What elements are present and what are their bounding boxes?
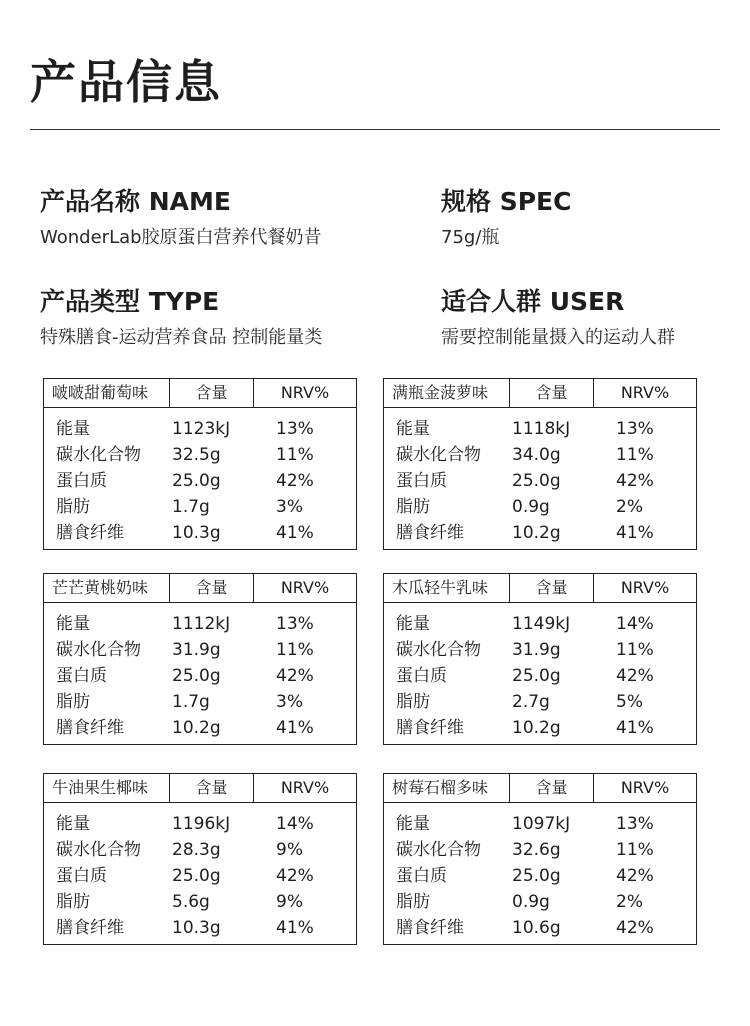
nutrient-name: 碳水化合物 [396,840,481,860]
table-row [44,837,356,863]
table-row [384,889,696,915]
nutrition-table-header [384,574,696,603]
nutrient-name: 脂肪 [396,892,430,912]
nutrient-nrv: 42% [616,666,654,686]
table-row [384,837,696,863]
nutrient-amount: 31.9g [512,640,561,660]
table-row [44,520,356,546]
nutrition-table [383,573,697,745]
amount-column-header: 含量 [170,774,254,802]
table-row [44,863,356,889]
nutrient-name: 碳水化合物 [56,640,141,660]
nrv-column-header: NRV% [280,383,330,402]
nutrient-amount: 32.6g [512,840,561,860]
nutrient-nrv: 3% [276,692,303,712]
flavor-name: 木瓜轻牛乳味 [384,574,510,602]
table-row [384,915,696,941]
product-type-block [40,286,322,352]
nutrient-amount: 10.3g [172,523,221,543]
nutrient-name: 能量 [396,614,430,634]
nutrient-name: 膳食纤维 [56,718,124,738]
table-row [44,663,356,689]
nutrient-name: 膳食纤维 [396,918,464,938]
nutrient-nrv: 2% [616,497,643,517]
table-row [384,468,696,494]
nutrient-name: 能量 [56,419,90,439]
table-row [44,494,356,520]
nutrition-table [43,573,357,745]
nutrient-amount: 1123kJ [172,419,231,439]
nutrient-nrv: 14% [616,614,654,634]
flavor-name: 满瓶金菠萝味 [384,379,510,407]
nutrient-nrv: 42% [276,866,314,886]
nutrient-nrv: 11% [276,640,314,660]
table-row [384,611,696,637]
table-row [384,715,696,741]
amount-column-header: 含量 [510,379,594,407]
nutrient-name: 膳食纤维 [396,523,464,543]
table-row [44,611,356,637]
table-row [384,689,696,715]
nutrition-table [383,773,697,945]
nutrient-name: 碳水化合物 [56,445,141,465]
nutrition-table-header [384,379,696,408]
table-row [384,416,696,442]
nutrient-nrv: 11% [616,840,654,860]
nutrient-amount: 1118kJ [512,419,571,439]
nutrient-nrv: 9% [276,892,303,912]
nutrient-name: 脂肪 [396,692,430,712]
nutrient-nrv: 13% [616,419,654,439]
nutrient-amount: 25.0g [512,471,561,491]
table-row [384,442,696,468]
nutrient-name: 碳水化合物 [396,640,481,660]
table-row [44,468,356,494]
nutrition-table-body [44,408,356,546]
nutrient-nrv: 13% [616,814,654,834]
nutrient-name: 蛋白质 [396,866,447,886]
product-type-label: 产品类型 TYPE [40,287,220,316]
spec-label: 规格 SPEC [441,187,572,216]
nutrient-nrv: 42% [276,471,314,491]
nutrition-table-header [384,774,696,803]
amount-column-header: 含量 [510,574,594,602]
nrv-column-header: NRV% [620,778,670,797]
title-divider [30,129,720,130]
nutrient-amount: 25.0g [172,471,221,491]
nutrient-name: 能量 [396,814,430,834]
nutrient-name: 蛋白质 [396,666,447,686]
spec-block [441,186,571,252]
nutrient-nrv: 41% [276,523,314,543]
nutrient-amount: 1.7g [172,497,210,517]
table-row [384,863,696,889]
nutrition-table-body [384,408,696,546]
nrv-column-header: NRV% [620,578,670,597]
nutrient-name: 能量 [396,419,430,439]
nutrient-name: 蛋白质 [56,666,107,686]
nutrient-amount: 25.0g [512,866,561,886]
nutrient-nrv: 42% [276,666,314,686]
nutrient-nrv: 14% [276,814,314,834]
page-title: 产品信息 [30,55,222,109]
table-row [44,689,356,715]
nutrient-amount: 25.0g [172,666,221,686]
nutrient-amount: 2.7g [512,692,550,712]
nutrient-name: 碳水化合物 [56,840,141,860]
nutrient-name: 能量 [56,614,90,634]
nutrient-nrv: 42% [616,866,654,886]
nutrition-table-header [44,379,356,408]
nutrient-name: 膳食纤维 [396,718,464,738]
nutrient-name: 蛋白质 [396,471,447,491]
nutrient-nrv: 42% [616,918,654,938]
nutrient-name: 碳水化合物 [396,445,481,465]
table-row [384,520,696,546]
nutrient-amount: 10.6g [512,918,561,938]
table-row [384,494,696,520]
nutrient-nrv: 11% [276,445,314,465]
flavor-name: 牛油果生椰味 [44,774,170,802]
flavor-name: 啵啵甜葡萄味 [44,379,170,407]
nrv-column-header: NRV% [280,578,330,597]
nutrient-nrv: 2% [616,892,643,912]
amount-column-header: 含量 [170,574,254,602]
flavor-name: 芒芒黄桃奶味 [44,574,170,602]
nutrient-name: 脂肪 [396,497,430,517]
nutrient-name: 蛋白质 [56,471,107,491]
nutrition-table-body [384,803,696,941]
nutrient-amount: 1097kJ [512,814,571,834]
nutrient-amount: 10.3g [172,918,221,938]
nutrient-name: 蛋白质 [56,866,107,886]
nutrition-table-header [44,774,356,803]
nutrient-amount: 10.2g [512,523,561,543]
nutrition-table-header [44,574,356,603]
product-name-block [40,186,322,252]
nutrient-amount: 31.9g [172,640,221,660]
nutrient-amount: 34.0g [512,445,561,465]
nutrient-nrv: 9% [276,840,303,860]
nutrient-amount: 0.9g [512,497,550,517]
nutrient-nrv: 41% [276,918,314,938]
nutrient-nrv: 42% [616,471,654,491]
target-user-value: 需要控制能量摄入的运动人群 [441,327,675,348]
nutrient-nrv: 5% [616,692,643,712]
table-row [44,416,356,442]
nutrient-name: 脂肪 [56,892,90,912]
nutrient-name: 能量 [56,814,90,834]
table-row [384,811,696,837]
nutrient-amount: 32.5g [172,445,221,465]
table-row [44,442,356,468]
nrv-column-header: NRV% [620,383,670,402]
table-row [44,811,356,837]
nutrition-table-body [384,603,696,741]
nutrient-amount: 1149kJ [512,614,571,634]
spec-value: 75g/瓶 [441,227,500,248]
nutrient-amount: 1.7g [172,692,210,712]
table-row [44,889,356,915]
product-name-value: WonderLab胶原蛋白营养代餐奶昔 [40,227,322,248]
nutrient-nrv: 3% [276,497,303,517]
nutrient-amount: 25.0g [512,666,561,686]
table-row [44,637,356,663]
amount-column-header: 含量 [510,774,594,802]
nutrient-name: 脂肪 [56,497,90,517]
nutrient-nrv: 41% [616,523,654,543]
flavor-name: 树莓石榴多味 [384,774,510,802]
target-user-label: 适合人群 USER [441,287,625,316]
nutrient-amount: 1112kJ [172,614,231,634]
nutrient-nrv: 11% [616,445,654,465]
nutrition-table [43,378,357,550]
nutrient-amount: 10.2g [512,718,561,738]
table-row [44,715,356,741]
nutrient-amount: 5.6g [172,892,210,912]
nutrient-amount: 28.3g [172,840,221,860]
table-row [44,915,356,941]
nutrient-amount: 1196kJ [172,814,231,834]
nutrition-table [43,773,357,945]
amount-column-header: 含量 [170,379,254,407]
nutrient-amount: 10.2g [172,718,221,738]
nutrient-amount: 25.0g [172,866,221,886]
nutrient-amount: 0.9g [512,892,550,912]
table-row [384,663,696,689]
nutrient-nrv: 13% [276,614,314,634]
nutrition-table [383,378,697,550]
nrv-column-header: NRV% [280,778,330,797]
product-name-label: 产品名称 NAME [40,187,231,216]
nutrition-table-body [44,603,356,741]
target-user-block [441,286,675,352]
product-type-value: 特殊膳食-运动营养食品 控制能量类 [40,327,323,348]
nutrient-nrv: 13% [276,419,314,439]
nutrient-nrv: 41% [616,718,654,738]
table-row [384,637,696,663]
nutrition-table-body [44,803,356,941]
nutrient-name: 膳食纤维 [56,523,124,543]
nutrient-name: 膳食纤维 [56,918,124,938]
nutrient-nrv: 11% [616,640,654,660]
nutrient-name: 脂肪 [56,692,90,712]
nutrient-nrv: 41% [276,718,314,738]
